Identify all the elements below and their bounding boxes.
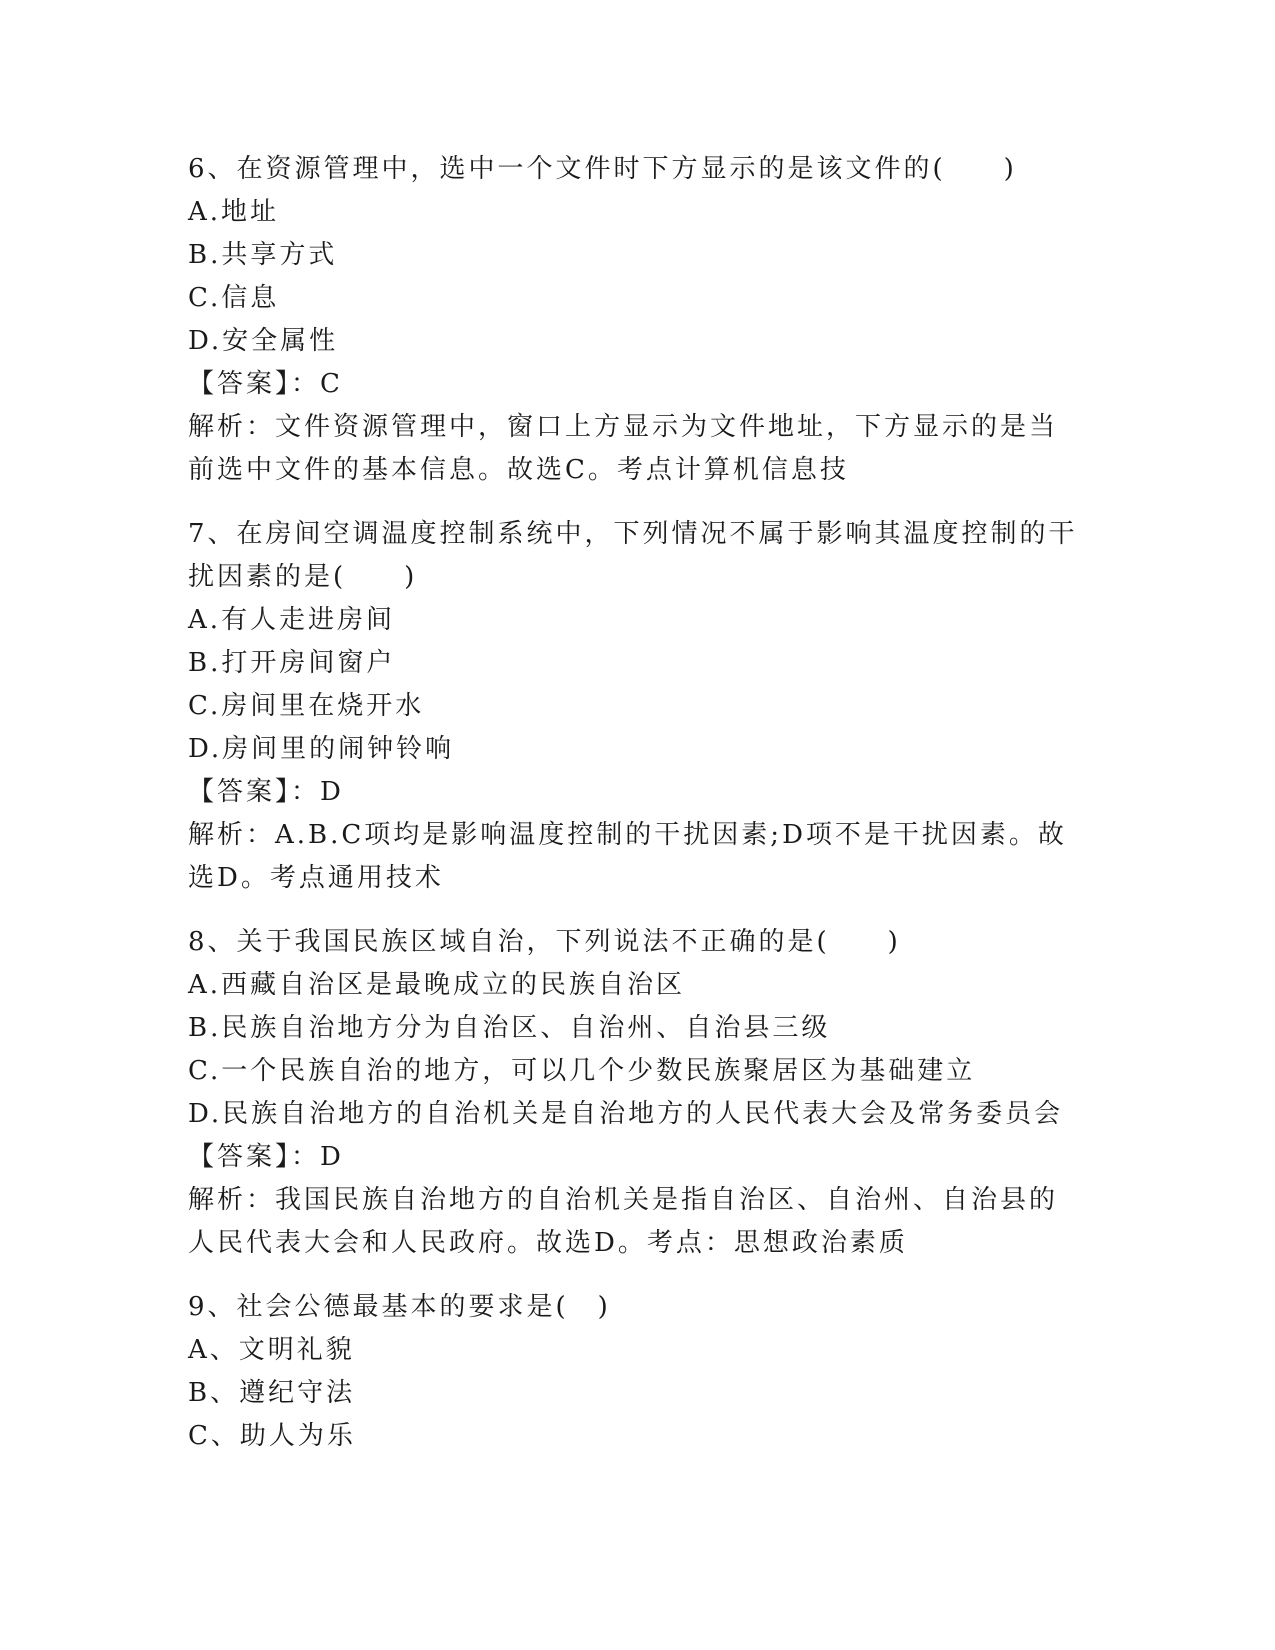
question-8 [188,921,1088,1265]
analysis-line: 解析：文件资源管理中，窗口上方显示为文件地址，下方显示的是当 [188,412,1059,442]
analysis-line: 选D。考点通用技术 [188,863,444,893]
question-spacer [188,900,1088,921]
question-stem: 扰因素的是( ) [188,562,418,592]
question-spacer [188,492,1088,513]
analysis-line: 前选中文件的基本信息。故选C。考点计算机信息技 [188,455,849,485]
option-b: B、遵纪守法 [188,1378,356,1408]
question-stem: 7、在房间空调温度控制系统中，下列情况不属于影响其温度控制的干 [188,519,1078,549]
option-d: D.民族自治地方的自治机关是自治地方的人民代表大会及常务委员会 [188,1099,1064,1129]
question-9 [188,1286,1088,1458]
option-b: B.打开房间窗户 [188,648,396,678]
option-c: C.信息 [188,283,280,313]
option-b: B.民族自治地方分为自治区、自治州、自治县三级 [188,1013,831,1043]
option-d: D.房间里的闹钟铃响 [188,734,455,764]
question-7 [188,513,1088,900]
question-stem: 6、在资源管理中，选中一个文件时下方显示的是该文件的( ) [188,154,1017,184]
answer-line: 【答案】：D [188,777,344,807]
question-spacer [188,1265,1088,1286]
option-a: A.西藏自治区是最晚成立的民族自治区 [188,970,686,1000]
analysis-line: 解析：A.B.C项均是影响温度控制的干扰因素;D项不是干扰因素。故 [188,820,1067,850]
option-c: C.房间里在烧开水 [188,691,425,721]
analysis-line: 人民代表大会和人民政府。故选D。考点：思想政治素质 [188,1228,908,1258]
option-a: A.地址 [188,197,280,227]
question-stem: 9、社会公德最基本的要求是( ) [188,1292,611,1322]
option-b: B.共享方式 [188,240,338,270]
document-body [188,148,1088,1458]
question-stem: 8、关于我国民族区域自治，下列说法不正确的是( ) [188,927,901,957]
option-d: D.安全属性 [188,326,339,356]
answer-line: 【答案】：D [188,1142,344,1172]
option-c: C.一个民族自治的地方，可以几个少数民族聚居区为基础建立 [188,1056,976,1086]
analysis-line: 解析：我国民族自治地方的自治机关是指自治区、自治州、自治县的 [188,1185,1059,1215]
question-6 [188,148,1088,492]
option-a: A、文明礼貌 [188,1335,355,1365]
answer-line: 【答案】：C [188,369,343,399]
option-a: A.有人走进房间 [188,605,396,635]
option-c: C、助人为乐 [188,1421,356,1451]
